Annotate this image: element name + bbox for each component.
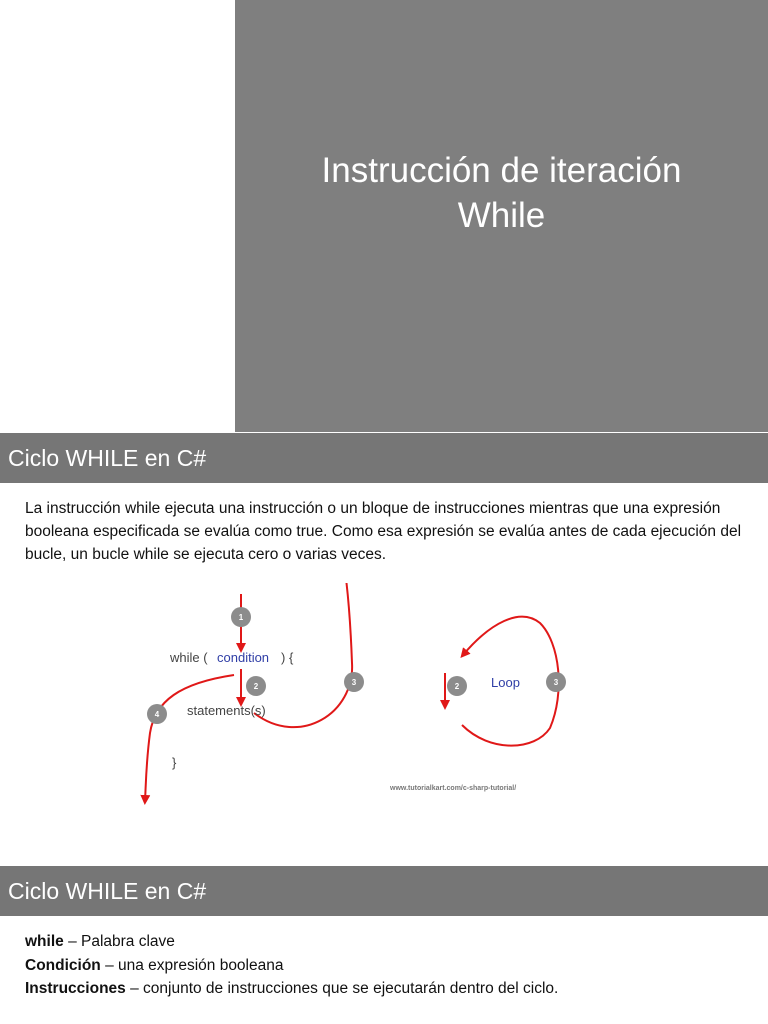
step-4-badge	[147, 704, 167, 724]
code-closing-brace: }	[172, 755, 177, 770]
svg-text:2: 2	[454, 682, 460, 691]
code-close-paren: ) {	[281, 650, 294, 665]
title-panel	[235, 0, 768, 432]
svg-text:2: 2	[253, 682, 259, 691]
svg-text:4: 4	[154, 710, 160, 719]
definition-item	[25, 930, 750, 954]
step-3-badge	[344, 672, 364, 692]
while-description-slide	[0, 433, 768, 865]
section-header	[0, 433, 768, 483]
title-slide	[0, 0, 768, 432]
definition-item	[25, 954, 750, 978]
definition-item	[25, 977, 750, 1001]
code-while-keyword: while (	[170, 650, 208, 665]
slide-title-line-2: While	[457, 196, 546, 235]
definition-text: – una expresión booleana	[100, 956, 284, 974]
code-statements: statements(s)	[187, 703, 266, 718]
while-loop-diagram	[0, 583, 768, 823]
slide-title-line-1: Instrucción de iteración	[321, 151, 682, 190]
definition-term: Instrucciones	[25, 980, 126, 997]
description-paragraph: La instrucción while ejecuta una instrucción o un bloque de instrucciones mientras que una expresión booleana especificada se evalúa como true. Como esa expresión se evalúa antes de cada ejecución del bucle, un bucle while se ejecuta cero o varias veces.	[25, 500, 742, 563]
svg-text:1: 1	[238, 613, 244, 622]
section-header-title: Ciclo WHILE en C#	[8, 878, 207, 904]
slide-title	[235, 148, 768, 238]
section-header-title: Ciclo WHILE en C#	[8, 445, 207, 471]
definition-term: Condición	[25, 956, 101, 974]
section-header	[0, 866, 768, 916]
code-condition: condition	[217, 650, 270, 665]
loop-step-2-badge	[447, 676, 467, 696]
loop-step-3-badge	[546, 672, 566, 692]
svg-text:3: 3	[351, 678, 357, 687]
definition-list	[25, 930, 750, 1001]
source-attribution: www.tutorialkart.com/c-sharp-tutorial/	[390, 785, 517, 792]
definition-text: – conjunto de instrucciones que se ejecutarán dentro del ciclo.	[125, 980, 559, 997]
step-2-badge	[246, 676, 266, 696]
svg-text:3: 3	[553, 678, 559, 687]
definition-text: – Palabra clave	[63, 933, 175, 950]
step-1-badge	[231, 607, 251, 627]
while-syntax-slide	[0, 866, 768, 1024]
loop-label: Loop	[491, 675, 520, 690]
definition-term: while	[25, 933, 64, 950]
exit-arrow	[145, 675, 234, 801]
